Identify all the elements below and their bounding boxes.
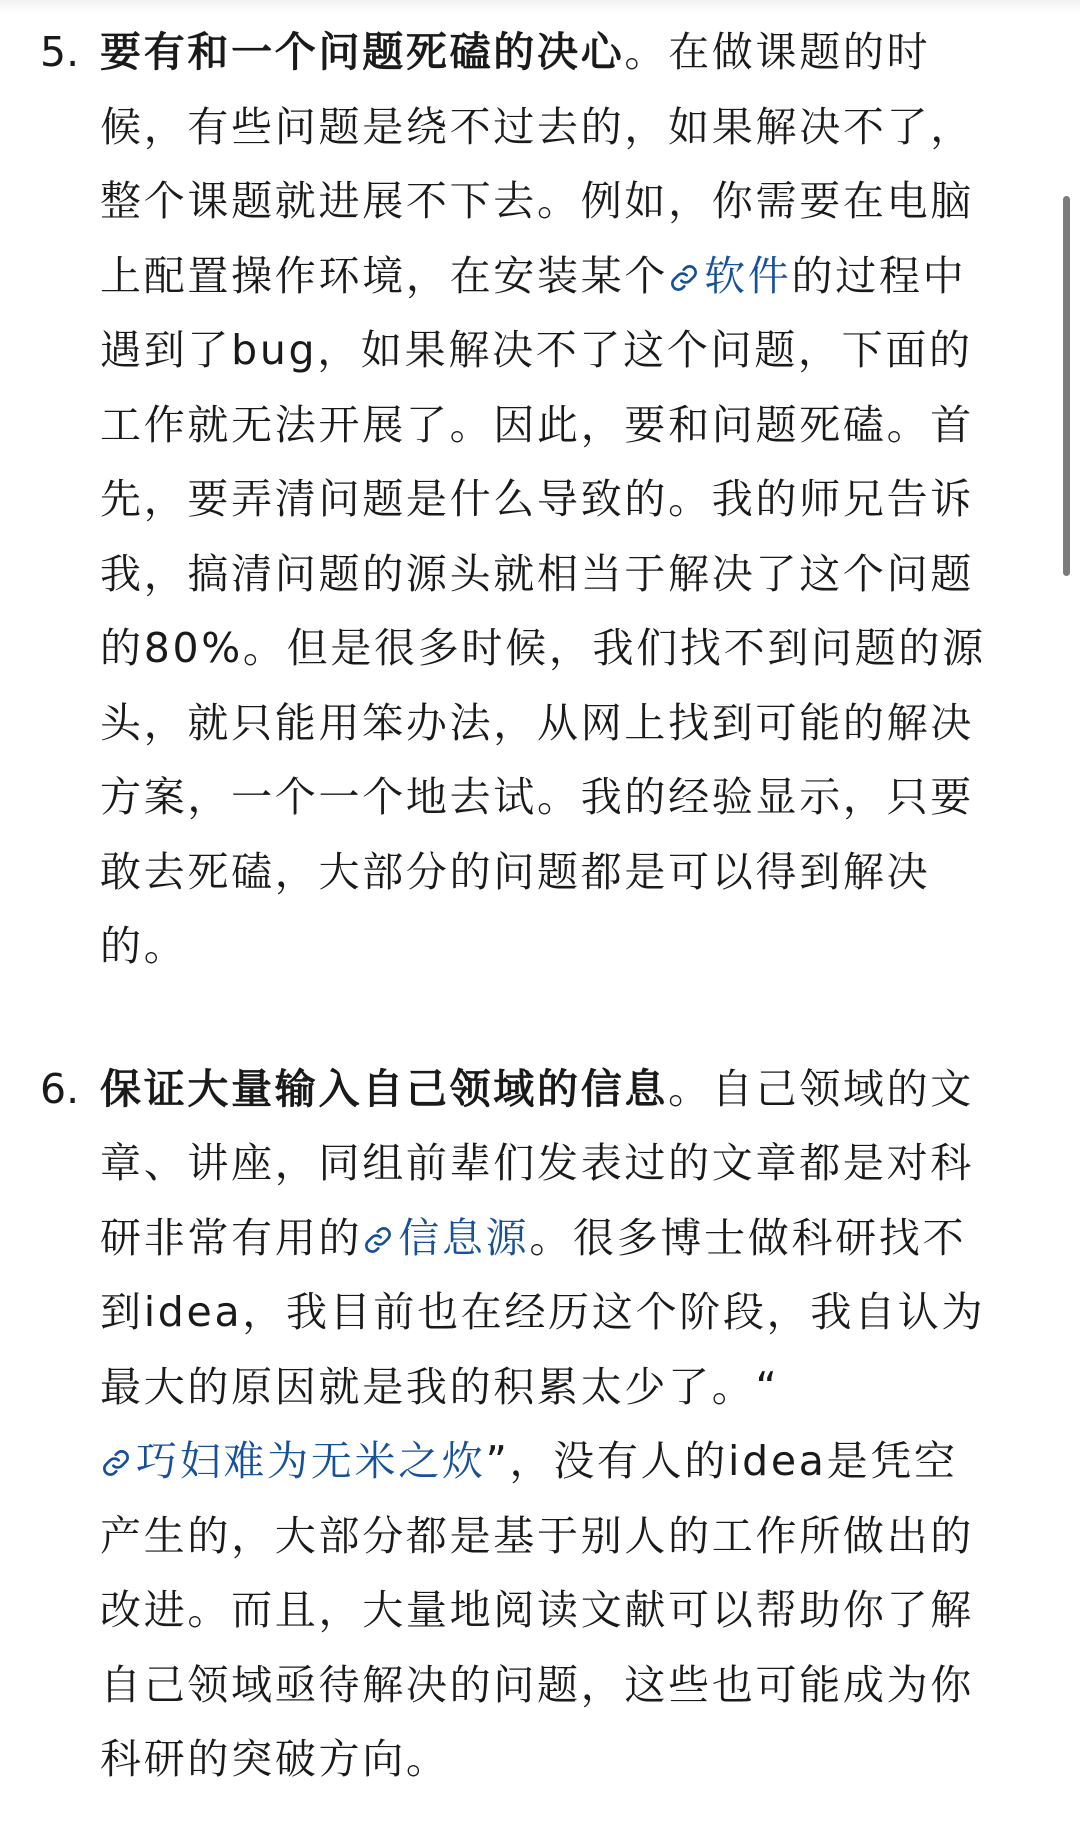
paragraph-text: 。很多博士做科研找不到idea，我目前也在经历这个阶段，我自认为最大的原因就是我的积累太少了。“ — [100, 1213, 986, 1411]
link-software[interactable] — [668, 252, 791, 300]
paragraph-text: ”，没有人的idea是凭空产生的，大部分都是基于别人的工作所做出的改进。而且，大量地阅读文献可以帮助你了解自己领域亟待解决的问题，这些也可能成为你科研的突破方向。 — [100, 1437, 974, 1783]
list-item-number: 5. — [40, 28, 80, 76]
link-idiom[interactable] — [100, 1437, 486, 1485]
scrollbar-thumb[interactable] — [1063, 196, 1070, 576]
list-item-number: 6. — [40, 1064, 80, 1113]
link-label: 软件 — [704, 251, 792, 300]
paragraph-text: 的过程中遇到了bug，如果解决不了这个问题，下面的工作就无法开展了。因此，要和问题死磕。首先，要弄清问题是什么导致的。我的师兄告诉我，搞清问题的源头就相当于解决了这个问题的80%。但是很多时候，我们找不到问题的源头，就只能用笨办法，从网上找到可能的解决方案，一个一个地去试。我的经验显示，只要敢去死磕，大部分的问题都是可以得到解决的。 — [100, 251, 986, 970]
link-icon — [100, 1447, 132, 1479]
paragraph-text: 。在做课题的时候，有些问题是绕不过去的，如果解决不了，整个课题就进展不下去。例如，你需要在电脑上配置操作环境，在安装某个 — [100, 28, 974, 300]
link-label: 巧妇难为无米之炊 — [136, 1437, 486, 1485]
link-icon — [362, 1224, 394, 1256]
list-item-heading: 要有和一个问题死磕的决心 — [100, 28, 625, 76]
list-item — [0, 1052, 1000, 1797]
paragraph-text: 。自己领域的文章、讲座，同组前辈们发表过的文章都是对科研非常有用的 — [100, 1064, 975, 1262]
list-item-heading: 保证大量输入自己领域的信息 — [100, 1064, 669, 1113]
article-list — [0, 15, 1080, 1797]
list-item — [0, 15, 1000, 984]
link-label: 信息源 — [398, 1213, 530, 1262]
link-information-source[interactable] — [362, 1214, 529, 1262]
link-icon — [668, 262, 700, 294]
